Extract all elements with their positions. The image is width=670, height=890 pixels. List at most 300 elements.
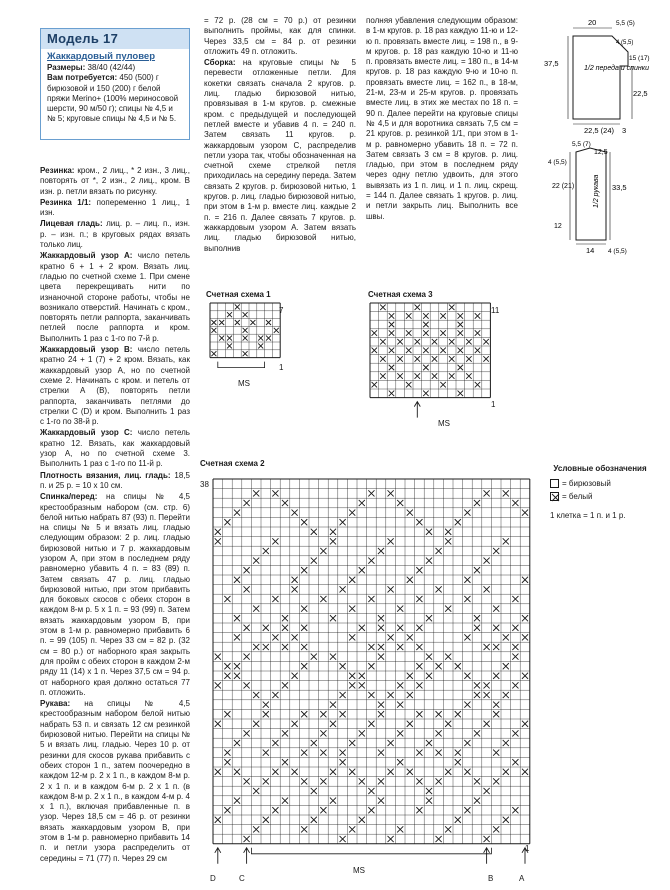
stitch-white-mark	[503, 490, 509, 496]
stitch-white-mark	[244, 586, 250, 592]
stitch-white-mark	[484, 836, 490, 842]
stitch-white-mark	[219, 320, 224, 325]
stitch-white-mark	[455, 519, 461, 525]
legend-swatch-turquoise	[550, 479, 559, 488]
stitch-white-mark	[464, 740, 470, 746]
stitch-white-mark	[272, 490, 278, 496]
stitch-white-mark	[464, 634, 470, 640]
stitch-white-mark	[455, 711, 461, 717]
stitch-white-mark	[368, 807, 374, 813]
stitch-white-mark	[235, 304, 240, 309]
stitch-white-mark	[340, 519, 346, 525]
stitch-white-mark	[330, 721, 336, 727]
stitch-white-mark	[426, 788, 432, 794]
stitch-white-mark	[522, 577, 528, 583]
pattern-body-diagram	[540, 14, 650, 134]
schema2-grid	[213, 479, 534, 874]
sleeve-left-mid: 22 (21)	[552, 183, 575, 190]
stitch-white-mark	[388, 634, 394, 640]
stitch-white-mark	[445, 538, 451, 544]
stitch-white-mark	[244, 625, 250, 631]
stitch-white-mark	[449, 339, 455, 345]
schema1-row-top: 7	[279, 306, 284, 315]
stitch-white-mark	[253, 721, 259, 727]
stitch-white-mark	[359, 567, 365, 573]
paragraph-text: число петель кратно 12. Вязать, как жаккардовый узор А, но по счетной схеме 3. Выполнить 1 раз с 1-го по 11-й р.	[40, 428, 190, 469]
stitch-white-mark	[301, 750, 307, 756]
paragraph-label: Жаккардовый узор А:	[40, 251, 133, 261]
stitch-white-mark	[311, 740, 317, 746]
text-column-2	[204, 16, 356, 255]
pattern-top-width: 20	[588, 18, 597, 27]
stitch-white-mark	[320, 596, 326, 602]
sleeve-label: 1/2 рукава	[593, 174, 600, 208]
stitch-white-mark	[445, 826, 451, 832]
stitch-white-mark	[522, 769, 528, 775]
stitch-white-mark	[407, 673, 413, 679]
stitch-white-mark	[389, 365, 395, 371]
stitch-white-mark	[272, 740, 278, 746]
paragraph-text: на круговые спицы № 5 перевести отложенные петли. Для кокетки связать сначала 2 кругов. р. лиц. гладью бирюзовой нитью, провязывая в 1-м кругов. р. смежные кром. с предыдущей и последующей петлей вместе и убавив 4 п. = 240 п. Затем связать 11 кругов. р. жаккардовым узором С, распределив петли узора так, чтобы обозначенная на счетной схеме стрелкой петля приходилась на середину переда. Затем связать 2 кругов. р. бирюзовой нитью, 1 кругов. р. лиц. гладью бирюзовой нитью, при этом в 1-м р. вместе лиц. каждые 2 п. = 216 п. Далее связать 7 кругов. р. жаккардовым узором А. Затем вязать лиц. гладью бирюзовой нитью, выполнив	[204, 58, 357, 253]
stitch-white-mark	[359, 682, 365, 688]
stitch-white-mark	[423, 322, 429, 328]
stitch-white-mark	[378, 548, 384, 554]
stitch-white-mark	[378, 644, 384, 650]
stitch-white-mark	[397, 339, 403, 345]
stitch-white-mark	[432, 373, 438, 379]
stitch-white-mark	[436, 836, 442, 842]
paragraph	[40, 198, 190, 219]
stitch-white-mark	[311, 529, 317, 535]
stitch-white-mark	[406, 330, 412, 336]
schema1-title: Счетная схема 1	[206, 290, 271, 299]
stitch-white-mark	[389, 322, 395, 328]
stitch-white-mark	[330, 798, 336, 804]
stitch-white-mark	[368, 558, 374, 564]
schema2-title: Счетная схема 2	[200, 459, 265, 468]
stitch-white-mark	[320, 807, 326, 813]
paragraph-label: Жаккардовый узор В:	[40, 345, 133, 355]
paragraph	[40, 492, 190, 698]
stitch-white-mark	[389, 348, 395, 354]
stitch-white-mark	[263, 644, 269, 650]
stitch-white-mark	[474, 778, 480, 784]
stitch-white-mark	[397, 356, 403, 362]
stitch-white-mark	[368, 692, 374, 698]
model-name: Жаккардовый пуловер	[47, 51, 156, 62]
stitch-white-mark	[378, 625, 384, 631]
stitch-white-mark	[397, 606, 403, 612]
stitch-white-mark	[512, 625, 518, 631]
stitch-white-mark	[211, 351, 216, 356]
stitch-white-mark	[330, 529, 336, 535]
paragraph-text: число петель кратно 6 + 1 + 2 кром. Вязать лиц. гладью по счетной схеме 1. При смене цвета перекрещивать нити по изнаночной стороне работы, чтобы не возникало отверстий. Начинать с кром., повторять петли раппорта, заканчивать петлей после раппорта и кром. Выполнить 1 раз с 1-го по 7-й р.	[40, 251, 190, 343]
stitch-white-mark	[372, 330, 378, 336]
paragraph	[40, 428, 190, 469]
stitch-white-mark	[244, 778, 250, 784]
stitch-white-mark	[235, 320, 240, 325]
sleeve-right-h: 33,5	[612, 183, 627, 192]
stitch-white-mark	[522, 721, 528, 727]
paragraph	[40, 345, 190, 427]
text-column-3	[366, 16, 518, 223]
stitch-white-mark	[292, 510, 298, 516]
stitch-white-mark	[234, 577, 240, 583]
stitch-white-mark	[227, 336, 232, 341]
stitch-white-mark	[301, 711, 307, 717]
stitch-white-mark	[426, 529, 432, 535]
paragraph	[40, 251, 190, 344]
stitch-white-mark	[440, 382, 446, 388]
stitch-white-mark	[432, 356, 438, 362]
stitch-white-mark	[474, 567, 480, 573]
stitch-white-mark	[368, 644, 374, 650]
stitch-white-mark	[407, 510, 413, 516]
stitch-white-mark	[493, 750, 499, 756]
legend-item-turquoise: = бирюзовый	[562, 479, 611, 488]
stitch-white-mark	[378, 654, 384, 660]
stitch-white-mark	[415, 373, 421, 379]
stitch-white-mark	[475, 313, 481, 319]
schema3-grid	[370, 303, 494, 428]
schema2-row-bot: 1	[525, 844, 530, 853]
stitch-white-mark	[282, 625, 288, 631]
stitch-white-mark	[416, 807, 422, 813]
stitch-white-mark	[522, 615, 528, 621]
stitch-white-mark	[349, 769, 355, 775]
stitch-white-mark	[224, 673, 230, 679]
schema1-ms: MS	[238, 379, 250, 388]
stitch-white-mark	[512, 596, 518, 602]
stitch-white-mark	[407, 692, 413, 698]
stitch-white-mark	[466, 339, 472, 345]
stitch-white-mark	[234, 798, 240, 804]
schema2-arrow-d: D	[210, 874, 216, 883]
stitch-white-mark	[416, 711, 422, 717]
stitch-white-mark	[474, 682, 480, 688]
repeat-bracket	[251, 848, 491, 854]
paragraph	[366, 16, 518, 222]
stitch-white-mark	[416, 663, 422, 669]
stitch-white-mark	[372, 382, 378, 388]
stitch-white-mark	[445, 529, 451, 535]
stitch-white-mark	[215, 538, 221, 544]
stitch-white-mark	[234, 740, 240, 746]
paragraph	[204, 16, 356, 57]
stitch-white-mark	[493, 702, 499, 708]
stitch-white-mark	[464, 807, 470, 813]
stitch-white-mark	[380, 305, 386, 311]
stitch-white-mark	[407, 769, 413, 775]
stitch-white-mark	[378, 798, 384, 804]
stitch-white-mark	[340, 692, 346, 698]
stitch-white-mark	[426, 654, 432, 660]
pattern-bottom-right: 3	[622, 126, 627, 135]
stitch-white-mark	[493, 625, 499, 631]
stitch-white-mark	[253, 826, 259, 832]
stitch-white-mark	[493, 826, 499, 832]
stitch-white-mark	[234, 634, 240, 640]
stitch-white-mark	[464, 577, 470, 583]
stitch-white-mark	[219, 336, 224, 341]
stitch-white-mark	[258, 343, 263, 348]
stitch-white-mark	[436, 711, 442, 717]
stitch-white-mark	[397, 826, 403, 832]
stitch-white-mark	[301, 567, 307, 573]
stitch-white-mark	[330, 654, 336, 660]
pattern-arrow	[244, 848, 250, 864]
stitch-white-mark	[474, 615, 480, 621]
stitch-white-mark	[292, 586, 298, 592]
stitch-white-mark	[292, 673, 298, 679]
stitch-white-mark	[258, 336, 263, 341]
stitch-white-mark	[397, 500, 403, 506]
stitch-white-mark	[484, 490, 490, 496]
stitch-white-mark	[464, 702, 470, 708]
stitch-white-mark	[224, 750, 230, 756]
stitch-white-mark	[423, 391, 429, 397]
stitch-white-mark	[224, 596, 230, 602]
stitch-white-mark	[320, 750, 326, 756]
stitch-white-mark	[455, 817, 461, 823]
stitch-white-mark	[234, 769, 240, 775]
schema3-row-bot: 1	[491, 400, 496, 409]
stitch-white-mark	[426, 558, 432, 564]
schema1-grid	[210, 303, 284, 388]
stitch-white-mark	[359, 625, 365, 631]
stitch-white-mark	[380, 339, 386, 345]
pattern-label: 1/2 переда и спинки	[584, 65, 649, 72]
stitch-white-mark	[224, 663, 230, 669]
stitch-white-mark	[415, 305, 421, 311]
stitch-white-mark	[455, 759, 461, 765]
stitch-white-mark	[512, 500, 518, 506]
legend-swatch-white	[550, 492, 559, 501]
legend-title: Условные обозначения	[553, 464, 647, 473]
stitch-white-mark	[493, 644, 499, 650]
stitch-white-mark	[455, 663, 461, 669]
stitch-white-mark	[458, 330, 464, 336]
paragraph-text: на спицы № 4,5 крестообразным набором белой нитью набрать 53 п. и связать 12 см резинкой бирюзовой нитью. Перейти на спицы № 5 и вязать лиц. гладью. Через 10 р. от резинки для скосов рукава прибавить с обеих сторон 1 п., затем поочередно в каждом 12-м р. 2 х 1 п., в каждом 8-м р. 2 х 1 п. и в каждом 6-м р. 2 х 1 п. (в каждом 8-м р. 2 х 1 п., в каждом 4-м р. 4 х 1 п.), включая прибавленные п. в узор. Через 18,5 см = 46 р. от резинки вязать жаккардовым узором В, при этом в 1-м р. равномерно прибавить 14 п. и петли узора распределить от середины = 71 (77) п. Через 29 см	[40, 699, 190, 863]
stitch-white-mark	[416, 682, 422, 688]
stitch-white-mark	[503, 769, 509, 775]
stitch-white-mark	[359, 778, 365, 784]
paragraph-text: 18,5 п. и 25 р. = 10 х 10 см.	[40, 470, 190, 490]
stitch-white-mark	[493, 548, 499, 554]
stitch-white-mark	[340, 663, 346, 669]
stitch-white-mark	[349, 510, 355, 516]
stitch-white-mark	[272, 807, 278, 813]
stitch-white-mark	[458, 322, 464, 328]
stitch-white-mark	[436, 750, 442, 756]
stitch-white-mark	[464, 673, 470, 679]
stitch-white-mark	[464, 510, 470, 516]
stitch-white-mark	[493, 673, 499, 679]
stitch-white-mark	[416, 644, 422, 650]
stitch-white-mark	[234, 615, 240, 621]
stitch-white-mark	[227, 312, 232, 317]
stitch-white-mark	[397, 730, 403, 736]
stitch-white-mark	[483, 339, 489, 345]
stitch-white-mark	[440, 330, 446, 336]
stitch-white-mark	[243, 351, 248, 356]
stitch-white-mark	[253, 490, 259, 496]
stitch-white-mark	[512, 682, 518, 688]
sleeve-top2: 12,5	[594, 149, 608, 156]
pattern-arrow	[414, 402, 420, 418]
stitch-white-mark	[493, 711, 499, 717]
paragraph-text: кром., 2 лиц., * 2 изн., 3 лиц., повторять от *, 2 изн., 2 лиц., кром. В изн. р. петли вязать по рисунку.	[40, 166, 190, 196]
stitch-white-mark	[292, 577, 298, 583]
stitch-white-mark	[423, 365, 429, 371]
paragraph-text: лиц. р. – лиц. п., изн. р. – изн. п.; в круговых рядах вязать только лиц.	[40, 219, 190, 250]
stitch-white-mark	[211, 320, 216, 325]
stitch-white-mark	[380, 356, 386, 362]
stitch-white-mark	[416, 625, 422, 631]
stitch-white-mark	[330, 769, 336, 775]
stitch-white-mark	[407, 634, 413, 640]
stitch-white-mark	[484, 644, 490, 650]
stitch-white-mark	[378, 778, 384, 784]
stitch-white-mark	[234, 510, 240, 516]
stitch-white-mark	[282, 682, 288, 688]
stitch-white-mark	[272, 634, 278, 640]
stitch-white-mark	[466, 356, 472, 362]
stitch-white-mark	[378, 702, 384, 708]
stitch-white-mark	[388, 538, 394, 544]
stitch-white-mark	[215, 769, 221, 775]
stitch-white-mark	[512, 759, 518, 765]
stitch-white-mark	[234, 663, 240, 669]
stitch-white-mark	[493, 606, 499, 612]
stitch-white-mark	[426, 673, 432, 679]
legend-note: 1 клетка = 1 п. и 1 р.	[550, 511, 626, 520]
paragraph	[40, 699, 190, 864]
schema3-row-top: 11	[491, 306, 500, 315]
stitch-white-mark	[349, 826, 355, 832]
stitch-white-mark	[445, 606, 451, 612]
stitch-white-mark	[359, 730, 365, 736]
stitch-white-mark	[224, 807, 230, 813]
stitch-white-mark	[436, 778, 442, 784]
stitch-white-mark	[415, 339, 421, 345]
stitch-white-mark	[272, 596, 278, 602]
paragraph-text: попеременно 1 лиц., 1 изн.	[40, 197, 190, 218]
stitch-white-mark	[320, 730, 326, 736]
stitch-white-mark	[368, 721, 374, 727]
stitch-white-mark	[458, 348, 464, 354]
stitch-white-mark	[503, 663, 509, 669]
stitch-white-mark	[211, 328, 216, 333]
stitch-white-mark	[263, 817, 269, 823]
stitch-white-mark	[475, 382, 481, 388]
stitch-white-mark	[407, 577, 413, 583]
stitch-white-mark	[416, 750, 422, 756]
stitch-white-mark	[475, 330, 481, 336]
paragraph	[204, 58, 356, 254]
stitch-white-mark	[484, 692, 490, 698]
stitch-white-mark	[397, 682, 403, 688]
stitch-white-mark	[282, 644, 288, 650]
stitch-white-mark	[416, 519, 422, 525]
stitch-white-mark	[389, 330, 395, 336]
stitch-white-mark	[215, 721, 221, 727]
pattern-right-small: 4 (5,5)	[616, 40, 634, 46]
stitch-white-mark	[330, 538, 336, 544]
stitch-white-mark	[263, 778, 269, 784]
stitch-white-mark	[388, 836, 394, 842]
stitch-white-mark	[474, 625, 480, 631]
stitch-white-mark	[263, 750, 269, 756]
stitch-white-mark	[263, 702, 269, 708]
stitch-white-mark	[301, 778, 307, 784]
stitch-white-mark	[340, 836, 346, 842]
stitch-white-mark	[423, 313, 429, 319]
stitch-white-mark	[359, 500, 365, 506]
stitch-white-mark	[263, 625, 269, 631]
stitch-white-mark	[263, 548, 269, 554]
stitch-white-mark	[253, 788, 259, 794]
stitch-white-mark	[522, 510, 528, 516]
sleeve-top1: 5,5 (7)	[572, 141, 591, 148]
stitch-white-mark	[512, 644, 518, 650]
stitch-white-mark	[397, 644, 403, 650]
paragraph-text: = 72 р. (28 см = 70 р.) от резинки выполнить проймы, как для спинки. Через 33,5 см = 84 р. от резинки отложить 49 п. отложить.	[204, 16, 356, 56]
stitch-white-mark	[378, 711, 384, 717]
need-value: 450 (500) г бирюзовой и 150 (200) г белой пряжи Merino+ (100% мериносовой шерсти, 90 м/50 г); спицы № 4,5 и № 5; круговые спицы № 4,5 и № 5.	[47, 73, 179, 124]
stitch-white-mark	[340, 711, 346, 717]
stitch-white-mark	[522, 673, 528, 679]
stitch-white-mark	[483, 356, 489, 362]
stitch-white-mark	[320, 778, 326, 784]
stitch-white-mark	[349, 634, 355, 640]
stitch-white-mark	[359, 817, 365, 823]
stitch-white-mark	[244, 500, 250, 506]
pattern-sleeve-diagram	[548, 140, 648, 270]
pattern-arrow	[215, 848, 221, 864]
stitch-white-mark	[512, 730, 518, 736]
stitch-white-mark	[330, 702, 336, 708]
stitch-white-mark	[330, 615, 336, 621]
stitch-white-mark	[426, 615, 432, 621]
stitch-white-mark	[359, 673, 365, 679]
stitch-white-mark	[474, 730, 480, 736]
stitch-white-mark	[406, 382, 412, 388]
stitch-white-mark	[349, 682, 355, 688]
stitch-white-mark	[301, 644, 307, 650]
stitch-white-mark	[474, 500, 480, 506]
stitch-white-mark	[503, 740, 509, 746]
stitch-white-mark	[426, 740, 432, 746]
stitch-white-mark	[349, 740, 355, 746]
pattern-bottom: 22,5 (24)	[584, 126, 615, 135]
stitch-white-mark	[368, 788, 374, 794]
stitch-white-mark	[397, 625, 403, 631]
stitch-white-mark	[224, 759, 230, 765]
stitch-white-mark	[282, 759, 288, 765]
stitch-white-mark	[244, 836, 250, 842]
stitch-white-mark	[378, 615, 384, 621]
stitch-white-mark	[215, 817, 221, 823]
stitch-white-mark	[458, 313, 464, 319]
stitch-white-mark	[234, 673, 240, 679]
stitch-white-mark	[466, 373, 472, 379]
stitch-white-mark	[301, 606, 307, 612]
stitch-white-mark	[292, 769, 298, 775]
stitch-white-mark	[503, 538, 509, 544]
stitch-white-mark	[215, 682, 221, 688]
stitch-white-mark	[474, 798, 480, 804]
